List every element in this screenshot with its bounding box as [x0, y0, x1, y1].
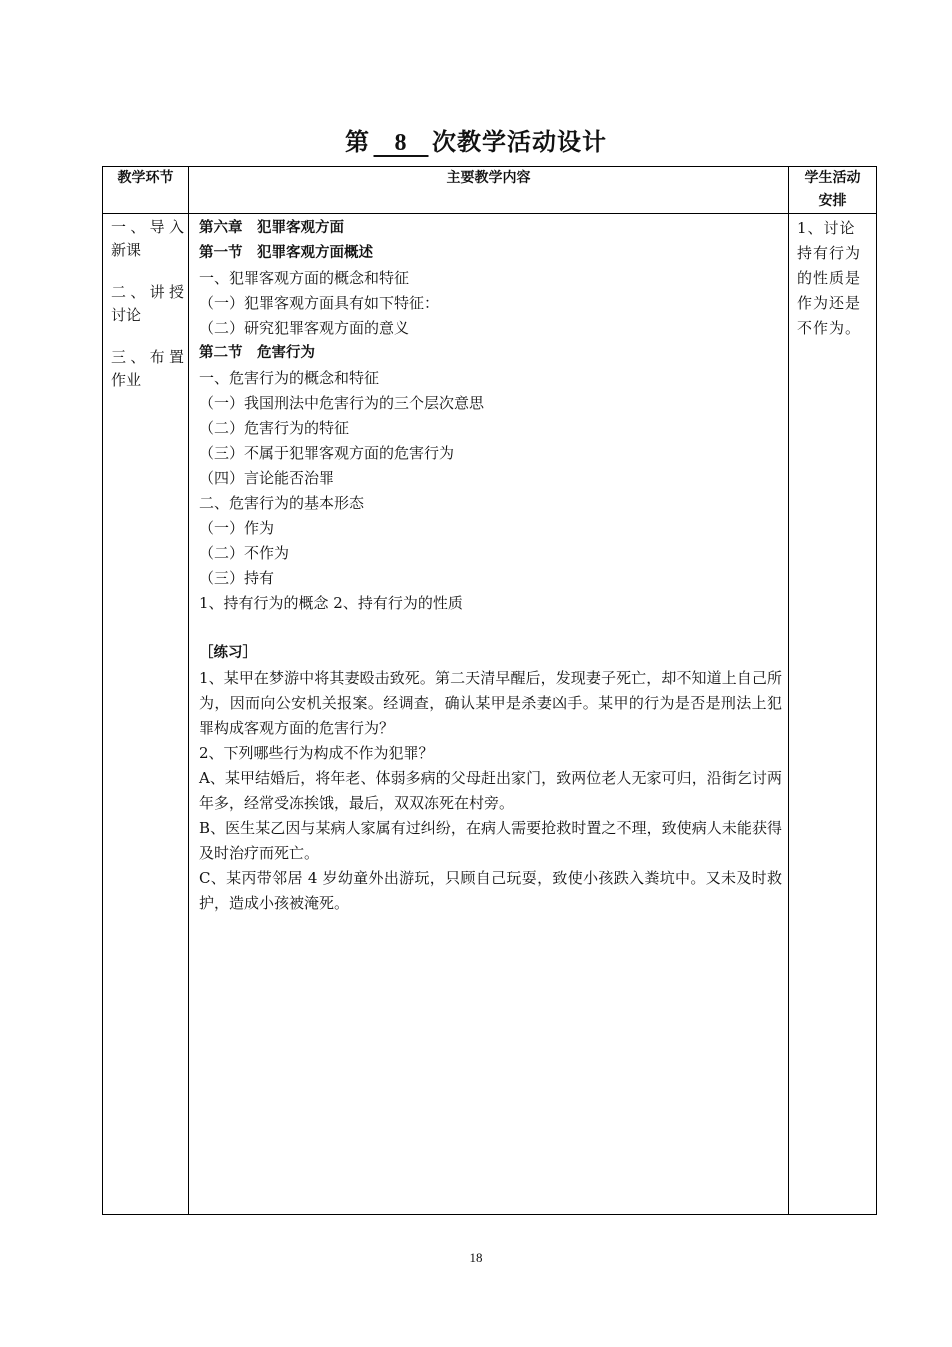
content-line: A、某甲结婚后，将年老、体弱多病的父母赶出家门，致两位老人无家可归，沿街乞讨两年多，经常受冻挨饿，最后，双双冻死在村旁。	[199, 769, 782, 812]
header-student-activity-line1: 学生活动	[804, 170, 861, 186]
content-line: （一）作为	[199, 519, 275, 537]
title-prefix: 第	[345, 128, 370, 156]
content-heading: 第二节 危害行为	[199, 345, 315, 361]
content-line: （一）我国刑法中危害行为的三个层次意思	[199, 394, 485, 412]
content-blank-line	[199, 616, 782, 641]
content-heading: 第六章 犯罪客观方面	[199, 220, 344, 236]
body-row	[103, 214, 877, 1215]
stage-lecture: 二、讲授讨论	[111, 283, 184, 324]
stage-intro: 一、导入新课	[111, 218, 184, 259]
content-line: 一、犯罪客观方面的概念和特征	[199, 269, 410, 287]
content-heading: 第一节 犯罪客观方面概述	[199, 245, 373, 261]
content-line: （二）不作为	[199, 544, 290, 562]
student-activity-cell	[789, 214, 877, 1215]
header-main-content: 主要教学内容	[189, 167, 789, 214]
header-row	[103, 167, 877, 214]
content-line: B、医生某乙因与某病人家属有过纠纷，在病人需要抢救时置之不理，致使病人未能获得及时治疗而死亡。	[199, 819, 782, 862]
content-list	[189, 214, 788, 916]
stage-homework: 三、布置作业	[111, 348, 184, 389]
content-line: （一）犯罪客观方面具有如下特征：	[199, 294, 440, 312]
content-line: 1、持有行为的概念 2、持有行为的性质	[199, 594, 463, 612]
stages-cell	[103, 214, 189, 1215]
content-heading: ［练习］	[199, 645, 257, 661]
content-line: （三）不属于犯罪客观方面的危害行为	[199, 444, 455, 462]
content-line: （二）研究犯罪客观方面的意义	[199, 319, 410, 337]
content-line: 1、某甲在梦游中将其妻殴击致死。第二天清早醒后，发现妻子死亡，却不知道上自己所为，因而向公安机关报案。经调查，确认某甲是杀妻凶手。某甲的行为是否是刑法上犯罪构成客观方面的危害行为？	[199, 669, 782, 737]
content-line: 2、下列哪些行为构成不作为犯罪？	[199, 744, 434, 762]
title-suffix: 次教学活动设计	[432, 128, 607, 156]
student-activity-text: 1、讨论持有行为的性质是作为还是不作为。	[797, 219, 862, 337]
content-line: （三）持有	[199, 569, 275, 587]
lesson-plan-table	[102, 166, 877, 1215]
page-title	[0, 122, 952, 157]
session-number: 8	[394, 130, 408, 156]
content-line: 二、危害行为的基本形态	[199, 494, 365, 512]
page-number: 18	[469, 1250, 483, 1265]
content-line: （四）言论能否治罪	[199, 469, 335, 487]
header-student-activity-line2: 安排	[818, 193, 847, 209]
content-line: （二）危害行为的特征	[199, 419, 350, 437]
content-line: C、某丙带邻居 4 岁幼童外出游玩，只顾自己玩耍，致使小孩跌入粪坑中。又未及时救护，造成小孩被淹死。	[199, 869, 782, 912]
header-student-activity	[789, 167, 877, 214]
content-line: 一、危害行为的概念和特征	[199, 369, 380, 387]
content-cell	[189, 214, 789, 1215]
header-teaching-stage: 教学环节	[103, 167, 189, 214]
